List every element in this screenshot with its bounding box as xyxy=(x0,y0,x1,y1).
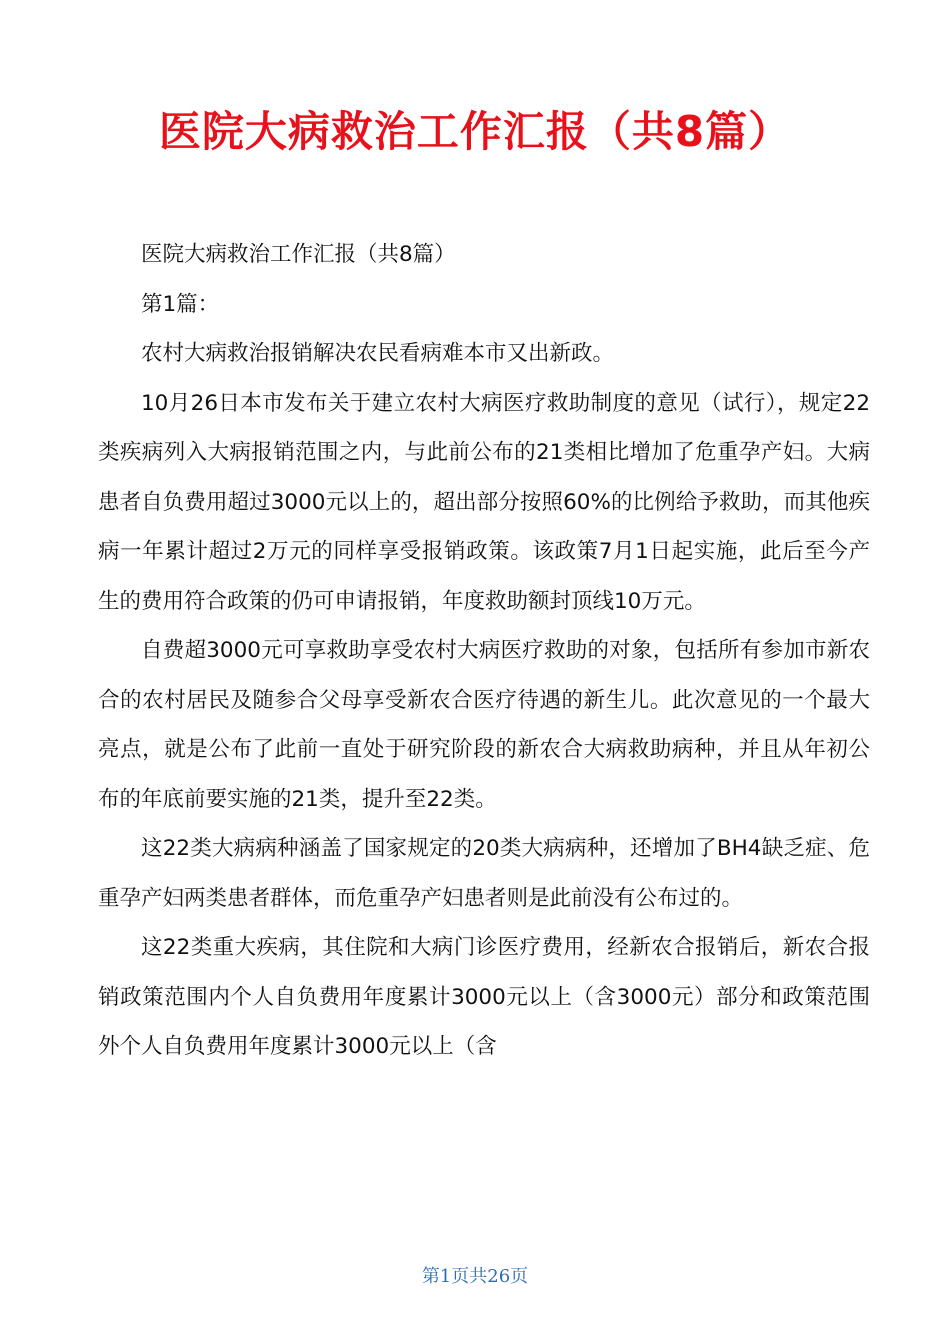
paragraph-policy-announcement: 10月26日本市发布关于建立农村大病医疗救助制度的意见（试行），规定22类疾病列入大病报销范围之内，与此前公布的21类相比增加了危重孕产妇。大病患者自负费用超过3000元以上的，超出部分按照60%的比例给予救助，而其他疾病一年累计超过2万元的同样享受报销政策。该政策7月1日起实施，此后至今产生的费用符合政策的仍可申请报销，年度救助额封顶线10万元。 xyxy=(98,390,870,614)
page-number-footer: 第1页共26页 xyxy=(421,1266,529,1287)
paragraph-lead: 农村大病救治报销解决农民看病难本市又出新政。 xyxy=(141,341,615,366)
paragraph-subtitle: 医院大病救治工作汇报（共8篇） xyxy=(141,242,456,267)
paragraph-reimbursement: 这22类重大疾病，其住院和大病门诊医疗费用，经新农合报销后，新农合报销政策范围内个人自负费用年度累计3000元以上（含3000元）部分和政策范围外个人自负费用年度累计3000元以上（含 xyxy=(98,935,870,1059)
document-body xyxy=(98,230,870,1072)
document-title: 医院大病救治工作汇报（共8篇） xyxy=(158,107,792,156)
paragraph-section-heading: 第1篇： xyxy=(141,291,220,317)
paragraph-eligibility: 自费超3000元可享救助享受农村大病医疗救助的对象，包括所有参加市新农合的农村居民及随参合父母享受新农合医疗待遇的新生儿。此次意见的一个最大亮点，就是公布了此前一直处于研究阶段的新农合大病救助病种，并且从年初公布的年底前要实施的21类，提升至22类。 xyxy=(98,638,870,812)
paragraph-disease-coverage: 这22类大病病种涵盖了国家规定的20类大病病种，还增加了BH4缺乏症、危重孕产妇两类患者群体，而危重孕产妇患者则是此前没有公布过的。 xyxy=(98,836,870,911)
